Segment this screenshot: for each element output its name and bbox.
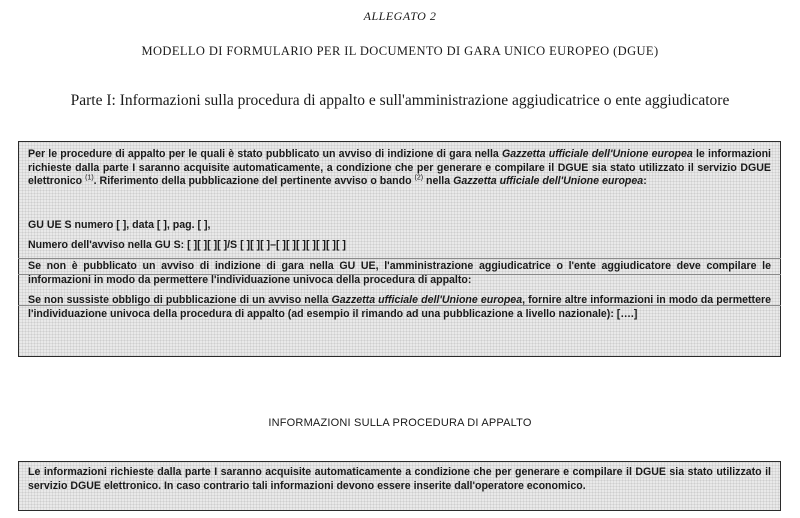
auto-acquisition-text: Le informazioni richieste dalla parte I saranno acquisite automaticamente a condizione che per generare e compilare il DGUE sia stato utilizzato il servizio DGUE elettronico. In caso contrario tali informazioni devono essere inserite dall'operatore economico. [28,466,771,492]
footnote-ref-1[interactable]: (1) [85,174,94,182]
no-obligation-journal-name: Gazzetta ufficiale dell'Unione europea [331,294,523,307]
annex-label: ALLEGATO 2 [363,9,437,23]
no-obligation-text-2: , fornire altre informazioni in modo da permettere l'individuazione univoca della procedura di appalto (ad esempio il rimando ad una pubblicazione a livello nazionale): [….] [28,294,771,320]
notice-number-line: Numero dell'avviso nella GU S: [ ][ ][ ][ ]/S [ ][ ][ ]–[ ][ ][ ][ ][ ][ ][ ] [28,239,346,252]
intro-text-5: : [643,175,647,188]
section-title: INFORMAZIONI SULLA PROCEDURA DI APPALTO [268,417,532,429]
form-title: MODELLO DI FORMULARIO PER IL DOCUMENTO DI GARA UNICO EUROPEO (DGUE) [141,44,659,58]
no-notice-paragraph: Se non è pubblicato un avviso di indizione di gara nella GU UE, l'amministrazione aggiudicatrice o l'ente aggiudicatore deve compilare le informazioni in modo da permettere l'individuazione univoca della procedura di appalto: [28,259,771,286]
intro-paragraph [28,148,771,189]
publication-info-box [18,141,781,357]
footnote-ref-2[interactable]: (2) [414,174,424,182]
intro-text-1: Per le procedure di appalto per le quali è stato pubblicato un avviso di indizione di gara nella [28,148,502,160]
no-obligation-text-1: Se non sussiste obbligo di pubblicazione di un avviso nella [28,294,332,307]
row-divider [18,274,781,275]
intro-text-3: . Riferimento della pubblicazione del pertinente avviso o bando [93,175,415,188]
row-divider [18,258,781,259]
intro-journal-name-1: Gazzetta ufficiale dell'Unione europea [501,148,693,160]
intro-text-2: le informazioni richieste dalla parte I saranno acquisite automaticamente, a condizione che per generare e compilare il DGUE sia stato utilizzato il servizio DGUE elettronico [28,148,771,188]
intro-journal-name-2: Gazzetta ufficiale dell'Unione europea [453,175,644,188]
part-title: Parte I: Informazioni sulla procedura di appalto e sull'amministrazione aggiudicatrice o ente aggiudicatore [70,92,730,109]
no-obligation-paragraph [28,294,771,321]
row-divider [18,305,781,306]
gu-reference-line: GU UE S numero [ ], data [ ], pag. [ ], [28,218,211,231]
auto-acquisition-box [18,461,781,511]
intro-text-4: nella [423,175,454,188]
